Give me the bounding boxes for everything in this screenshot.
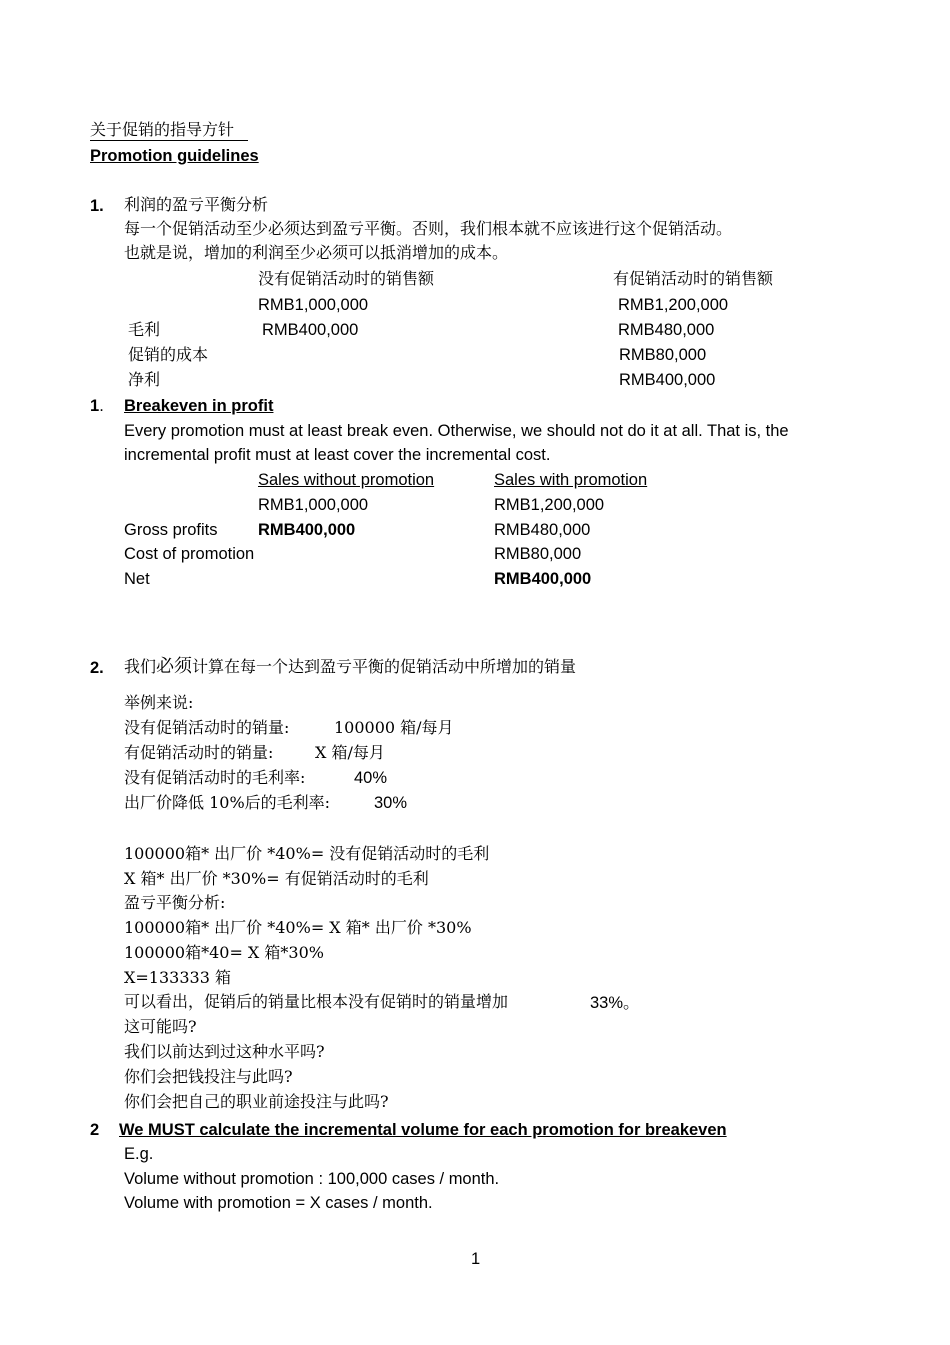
table-header: 有促销活动时的销售额 bbox=[613, 269, 774, 288]
section-number: 1. bbox=[90, 197, 104, 215]
table-cell: RMB480,000 bbox=[618, 321, 715, 339]
calc-line: 盈亏平衡分析: bbox=[124, 893, 226, 912]
table-cell: RMB400,000 bbox=[258, 521, 356, 539]
table-row-label: Net bbox=[124, 570, 150, 588]
table-row-label: 促销的成本 bbox=[128, 345, 209, 364]
table-cell: RMB400,000 bbox=[619, 371, 716, 389]
paragraph-line: Volume with promotion = X cases / month. bbox=[124, 1194, 433, 1212]
param-value: X 箱/每月 bbox=[315, 743, 385, 762]
table-cell: RMB480,000 bbox=[494, 521, 591, 539]
table-cell: RMB1,000,000 bbox=[258, 296, 369, 314]
table-cell: RMB400,000 bbox=[262, 321, 359, 339]
table-cell: RMB1,200,000 bbox=[618, 296, 729, 314]
table-cell: RMB400,000 bbox=[494, 570, 592, 588]
param-value: 30% bbox=[374, 794, 408, 812]
section-heading: 我们必须计算在每一个达到盈亏平衡的促销活动中所增加的销量 bbox=[124, 656, 577, 677]
param-label: 有促销活动时的销量: bbox=[124, 743, 274, 762]
question-line: 这可能吗? bbox=[124, 1017, 197, 1036]
title-english: Promotion guidelines bbox=[90, 147, 259, 165]
question-line: 我们以前达到过这种水平吗? bbox=[124, 1042, 325, 1061]
table-header: Sales without promotion bbox=[258, 471, 435, 489]
section-heading: We MUST calculate the incremental volume for each promotion for breakeven bbox=[119, 1121, 727, 1139]
question-line: 你们会把自己的职业前途投注与此吗? bbox=[124, 1092, 389, 1111]
question-line: 你们会把钱投注与此吗? bbox=[124, 1067, 293, 1086]
paragraph-line: 每一个促销活动至少必须达到盈亏平衡。否则，我们根本就不应该进行这个促销活动。 bbox=[124, 219, 733, 238]
section-number: 1. bbox=[90, 397, 104, 415]
param-label: 没有促销活动时的毛利率: bbox=[124, 768, 306, 787]
calc-line: 100000箱* 出厂价 *40%= 没有促销活动时的毛利 bbox=[124, 844, 490, 863]
table-row-label: Gross profits bbox=[124, 521, 218, 539]
calc-line: X=133333 箱 bbox=[124, 968, 231, 987]
table-cell: RMB1,200,000 bbox=[494, 496, 605, 514]
section-number: 2 bbox=[90, 1121, 100, 1139]
calc-line: X 箱* 出厂价 *30%= 有促销活动时的毛利 bbox=[124, 869, 429, 888]
title-chinese: 关于促销的指导方针 bbox=[90, 120, 248, 141]
table-row-label: 净利 bbox=[128, 370, 161, 389]
table-cell: RMB1,000,000 bbox=[258, 496, 369, 514]
page-number: 1 bbox=[471, 1250, 481, 1268]
calc-line: 100000箱*40= X 箱*30% bbox=[124, 943, 324, 962]
conclusion-value: 33%。 bbox=[590, 994, 640, 1012]
paragraph-line: E.g. bbox=[124, 1145, 154, 1163]
paragraph-line: Every promotion must at least break even. Otherwise, we should not do it at all. That is, the bbox=[124, 422, 789, 440]
calc-line: 100000箱* 出厂价 *40%= X 箱* 出厂价 *30% bbox=[124, 918, 472, 937]
table-row-label: Cost of promotion bbox=[124, 545, 255, 563]
table-header: Sales with promotion bbox=[494, 471, 648, 489]
paragraph-line: 也就是说，增加的利润至少必须可以抵消增加的成本。 bbox=[124, 243, 509, 262]
section-heading: 利润的盈亏平衡分析 bbox=[124, 195, 269, 214]
param-value: 100000 箱/每月 bbox=[334, 718, 454, 737]
paragraph-line: incremental profit must at least cover the incremental cost. bbox=[124, 446, 551, 464]
conclusion-text: 可以看出，促销后的销量比根本没有促销时的销量增加 bbox=[124, 992, 509, 1011]
param-value: 40% bbox=[354, 769, 388, 787]
param-label: 没有促销活动时的销量: bbox=[124, 718, 290, 737]
table-cell: RMB80,000 bbox=[494, 545, 582, 563]
section-heading: Breakeven in profit bbox=[124, 397, 274, 415]
paragraph-line: Volume without promotion : 100,000 cases / month. bbox=[124, 1170, 500, 1188]
section-number: 2. bbox=[90, 659, 104, 677]
example-label: 举例来说: bbox=[124, 693, 194, 712]
table-row-label: 毛利 bbox=[128, 320, 161, 339]
param-label: 出厂价降低 10%后的毛利率: bbox=[124, 793, 331, 812]
table-cell: RMB80,000 bbox=[619, 346, 707, 364]
table-header: 没有促销活动时的销售额 bbox=[258, 269, 435, 288]
